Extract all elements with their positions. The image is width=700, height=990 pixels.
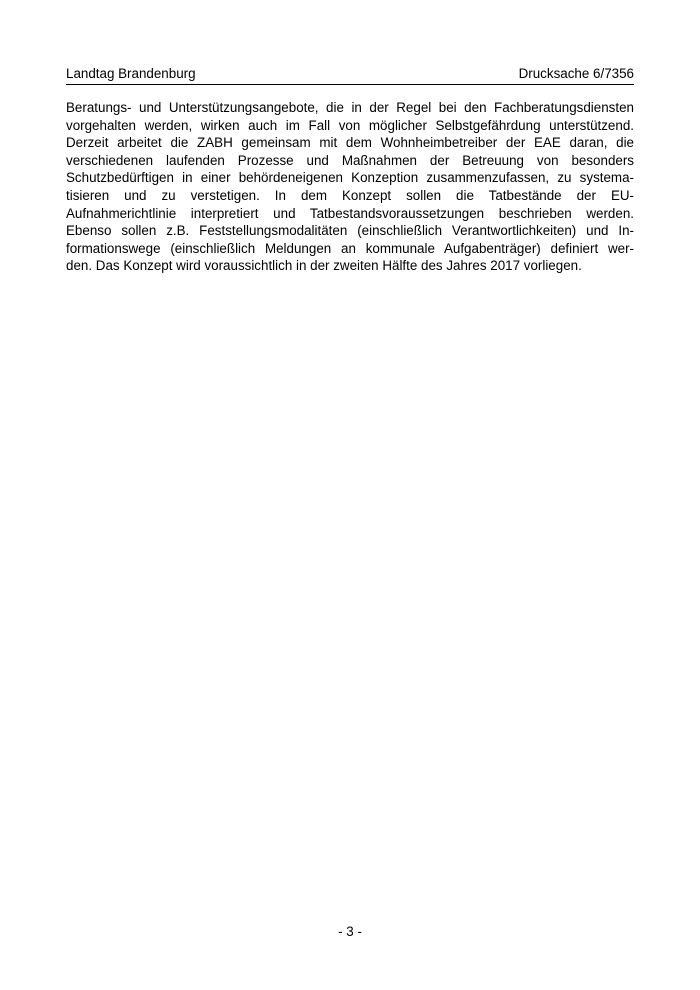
paragraph-line: Derzeit arbeitet die ZABH gemeinsam mit dem Wohnheimbetreiber der EAE daran, die bbox=[66, 135, 634, 151]
paragraph-line: Beratungs- und Unterstützungsangebote, die in der Regel bei den Fachberatungsdiensten bbox=[66, 100, 634, 115]
body-paragraph bbox=[66, 99, 634, 275]
paragraph-line: vorgehalten werden, wirken auch im Fall von möglicher Selbstgefährdung unterstützend. bbox=[66, 117, 634, 133]
document-number: Drucksache 6/7356 bbox=[518, 66, 634, 81]
paragraph-line: verschiedenen laufenden Prozesse und Maßnahmen der Betreuung von besonders bbox=[66, 152, 634, 168]
paragraph-line: tisieren und zu verstetigen. In dem Konzept sollen die Tatbestände der EU- bbox=[66, 187, 634, 203]
paragraph-line: Schutzbedürftigen in einer behördeneigenen Konzeption zusammenzufassen, zu systema- bbox=[66, 170, 634, 186]
paragraph-line: den. Das Konzept wird voraussichtlich in der zweiten Hälfte des Jahres 2017 vorliegen. bbox=[66, 258, 582, 274]
paragraph-line: Ebenso sollen z.B. Feststellungsmodalitäten (einschließlich Verantwortlichkeiten) und In- bbox=[66, 223, 634, 239]
page-number: - 3 - bbox=[338, 924, 362, 939]
page-header bbox=[66, 66, 634, 85]
parliament-name: Landtag Brandenburg bbox=[66, 66, 196, 81]
paragraph-line: formationswege (einschließlich Meldungen an kommunale Aufgabenträger) definiert wer- bbox=[66, 240, 634, 256]
paragraph-line: Aufnahmerichtlinie interpretiert und Tatbestandsvoraussetzungen beschrieben werden. bbox=[66, 205, 634, 221]
